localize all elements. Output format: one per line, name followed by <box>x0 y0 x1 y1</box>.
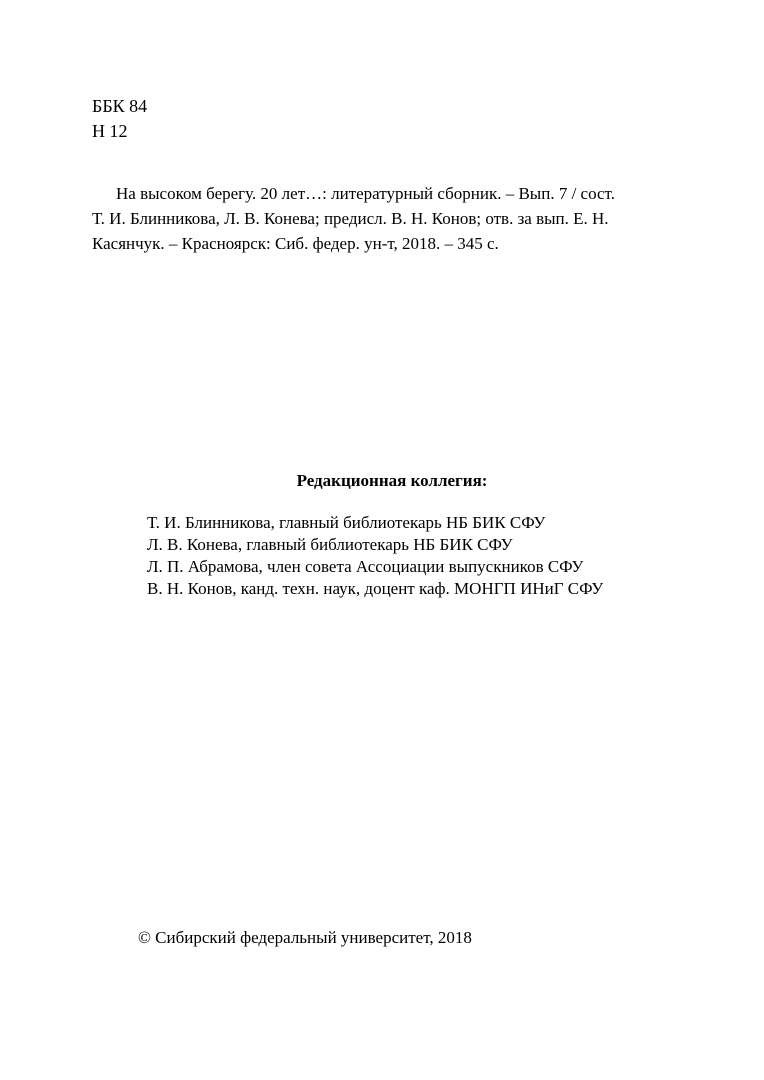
bib-line-3: Касянчук. – Красноярск: Сиб. федер. ун-т, 2018. – 345 с. <box>92 234 499 253</box>
board-member: Л. П. Абрамова, член совета Ассоциации выпускников СФУ <box>147 557 584 576</box>
bbk-code: ББК 84 <box>92 96 148 116</box>
bib-line-2: Т. И. Блинникова, Л. В. Конева; предисл. В. Н. Конов; отв. за вып. Е. Н. <box>92 209 609 228</box>
board-member: В. Н. Конов, канд. техн. наук, доцент каф. МОНГП ИНиГ СФУ <box>147 579 604 598</box>
editorial-board-heading: Редакционная коллегия: <box>296 471 488 490</box>
editorial-board-list <box>147 512 603 600</box>
board-member: Л. В. Конева, главный библиотекарь НБ БИК СФУ <box>147 535 513 554</box>
bib-line-1: На высоком берегу. 20 лет…: литературный сборник. – Вып. 7 / сост. <box>116 184 615 203</box>
board-member: Т. И. Блинникова, главный библиотекарь НБ БИК СФУ <box>147 513 546 532</box>
author-code: Н 12 <box>92 121 128 141</box>
catalog-codes <box>92 94 147 144</box>
bibliographic-description <box>92 181 672 256</box>
copyright-notice: © Сибирский федеральный университет, 2018 <box>138 928 472 947</box>
